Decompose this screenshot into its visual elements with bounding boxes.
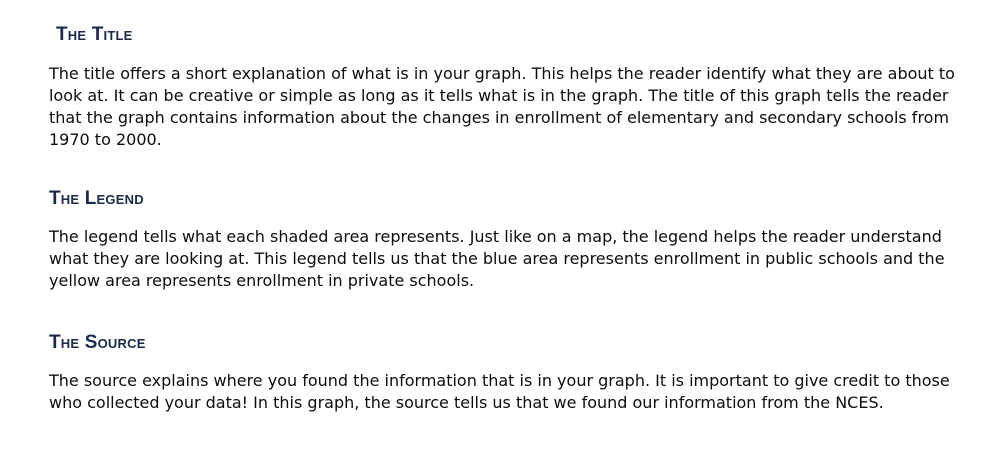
section-title: [49, 24, 969, 151]
section-heading-title: The Title: [56, 24, 133, 45]
section-heading-source: The Source: [49, 332, 146, 353]
section-body-legend: The legend tells what each shaded area represents. Just like on a map, the legend helps the reader understand what they are looking at. This legend tells us that the blue area represents enrollment in public schools and the yellow area represents enrollment in private schools.: [49, 227, 945, 290]
section-body-source: The source explains where you found the information that is in your graph. It is important to give credit to those who collected your data! In this graph, the source tells us that we found our information from the NCES.: [49, 371, 950, 412]
section-body-title: The title offers a short explanation of what is in your graph. This helps the reader identify what they are about to look at. It can be creative or simple as long as it tells what is in the graph. The title of this graph tells the reader that the graph contains information about the changes in enrollment of elementary and secondary schools from 1970 to 2000.: [49, 64, 955, 149]
section-heading-legend: The Legend: [49, 188, 144, 209]
section-source: [49, 332, 969, 414]
section-legend: [49, 188, 969, 292]
